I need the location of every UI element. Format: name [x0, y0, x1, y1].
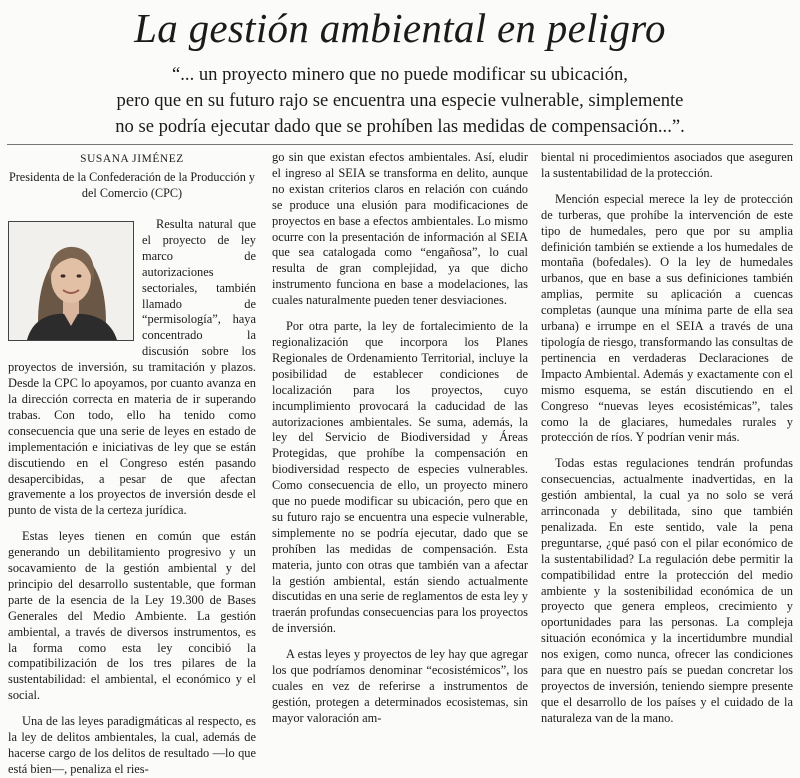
author-role: Presidenta de la Confederación de la Producción y del Comercio (CPC)	[8, 170, 256, 200]
paragraph-text: Resulta natural que el proyecto de ley marco de autorizaciones sectoriales, también llamado de “permisología”, haya concentrado la discusión sobre los proyectos de inversión, su tramitación y plazos. Desde la CPC lo apoyamos, por cuanto avanza en la dirección correcta en materia de ir superando trabas. Con todo, ello ha tenido como consecuencia que una serie de leyes en estado de implementación e iniciativas de ley que se están discutiendo en el Congreso estén pasando desapercibidas, a pesar de que afectan gravemente a los proyectos de inversión desde el punto de vista de la certeza jurídica.	[8, 217, 256, 518]
paragraph: Una de las leyes paradigmáticas al respecto, es la ley de delitos ambientales, la cual, además de hacerse cargo de los delitos de resultado —lo que está bien—, penaliza el ries-	[8, 714, 256, 776]
pull-quote	[30, 62, 770, 140]
pull-quote-line: no se podría ejecutar dado que se prohíben las medidas de compensación...”.	[115, 116, 685, 137]
column-3	[541, 150, 793, 728]
paragraph: Por otra parte, la ley de fortalecimiento de la regionalización que incorpora los Planes Regionales de Ordenamiento Territorial, incluye la posibilidad de establecer condiciones de localización para los proyectos, cuyo incumplimiento provocará la caducidad de las autorizaciones ambientales. Se suma, además, la ley del Servicio de Biodiversidad y Áreas Protegidas, que prohíbe la compensación en biodiversidad respecto de especies vulnerables. Como consecuencia de ello, un proyecto minero que no puede modificar su ubicación, pero que en su futuro rajo se encuentra una especie vulnerable, simplemente no se podría ejecutar, dado que se prohíben las medidas de compensación. Esta materia, junto con otras que también van a afectar la gestión ambiental, están siendo actualmente discutidas en una serie de reglamentos de esta ley y traerán profundas consecuencias para los proyectos de inversión.	[272, 319, 528, 636]
paragraph: Estas leyes tienen en común que están generando un debilitamiento progresivo y un socavamiento de la gestión ambiental y del principio del desarrollo sustentable, que forman parte de la esencia de la Ley 19.300 de Bases Generales del Medio Ambiente. La gestión ambiental, a través de diversos instrumentos, es la forma como esta ley concibió la compatibilización de los tres pilares de la sustentabilidad: el ambiental, el económico y el social.	[8, 529, 256, 703]
paragraph: A estas leyes y proyectos de ley hay que agregar los que podríamos denominar “ecosistémicos”, los cuales en vez de referirse a instrumentos de gestión, protegen a determinados ecosistemas, sin mayor valoración am-	[272, 647, 528, 725]
paragraph: Todas estas regulaciones tendrán profundas consecuencias, actualmente inadvertidas, en la gestión ambiental, la cual ya no solo se verá arrinconada y debilitada, sino que también penalizada. En este sentido, vale la pena preguntarse, ¿qué pasó con el pilar económico de la sustentabilidad? La regulación debe permitir la compatibilidad entre la protección del medio ambiente y la sostenibilidad económica de un proyecto que genera empleos, crecimiento y oportunidades para las personas. La compleja situación económica y la incertidumbre mundial nos exigen, como nunca, ofrecer las condiciones para que en nuestro país se puedan concretar los proyectos de inversión, teniendo siempre presente que el desarrollo de los países y el cuidado de la naturaleza van de la mano.	[541, 456, 793, 725]
headline: La gestión ambiental en peligro	[134, 5, 666, 51]
paragraph: Mención especial merece la ley de protección de turberas, que prohíbe la intervención de este tipo de humedales, pero que por su amplia definición también se extiende a los humedales de montaña (bofedales). O la ley de humedales urbanos, que en base a sus definiciones también amplias, permite su aplicación a cuencas completas (aunque una mínima parte de ella sea urbana) e irrumpe en el SEIA a través de una tipología de riesgo, transformando las consultas de pertinencia en verdaderas Declaraciones de Impacto Ambiental. Además y exactamente con el mismo esquema, se están discutiendo en el Congreso “nuevas leyes ecosistémicas”, tales como la de glaciares, humedales rurales y protección de ríos. Y podrían venir más.	[541, 191, 793, 445]
pull-quote-line: pero que en su futuro rajo se encuentra una especie vulnerable, simplemente	[116, 90, 684, 111]
divider	[7, 144, 793, 145]
paragraph: go sin que existan efectos ambientales. Así, eludir el ingreso al SEIA se transforma en delito, aunque no existan criterios claros en relación con cuándo se produce una elusión para modificaciones de proyectos en base a efectos ambientales. Lo mismo ocurre con la presentación de información al SEIA que sea catalogada como “engañosa”, lo cual resulta de gran complejidad, ya que dicho instrumento funciona en base a modelaciones, las cuales naturalmente pueden tener desviaciones.	[272, 150, 528, 308]
pull-quote-line: “... un proyecto minero que no puede modificar su ubicación,	[172, 64, 628, 85]
paragraph	[8, 217, 256, 519]
author-name: SUSANA JIMÉNEZ	[80, 153, 184, 165]
author-photo	[8, 221, 134, 341]
paragraph: biental ni procedimientos asociados que aseguren la sustentabilidad de la protección.	[541, 150, 793, 180]
column-2	[272, 150, 528, 728]
column-1	[8, 150, 256, 776]
